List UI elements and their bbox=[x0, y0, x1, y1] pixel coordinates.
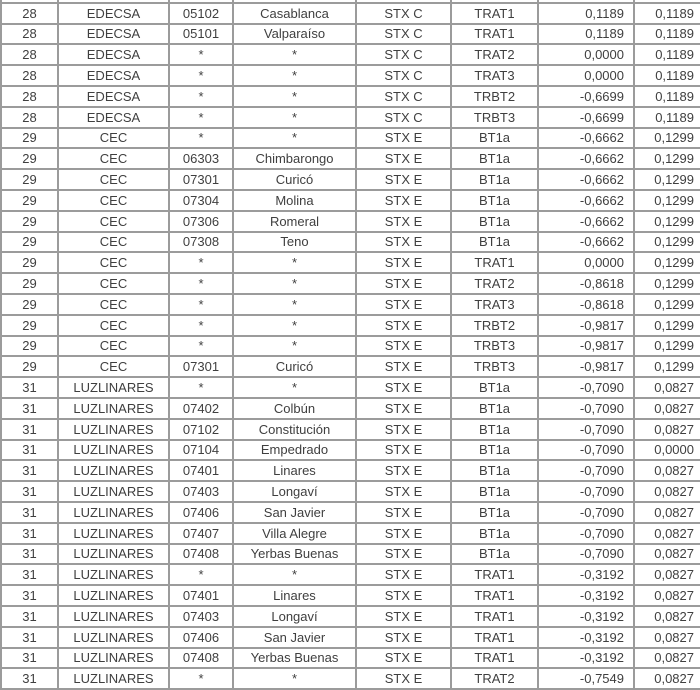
cell-charge_value: 0,0827 bbox=[635, 503, 700, 524]
cell-row_number: 31 bbox=[2, 524, 59, 545]
table-row bbox=[2, 233, 700, 254]
cell-commune_code: 07401 bbox=[170, 461, 234, 482]
cell-company: CEC bbox=[59, 149, 170, 170]
cell-commune: * bbox=[234, 337, 357, 358]
cell-factor_value: -0,6662 bbox=[539, 233, 635, 254]
cell-commune_code: * bbox=[170, 108, 234, 129]
cell-commune_code: 07102 bbox=[170, 420, 234, 441]
cell-charge_value: 0,1299 bbox=[635, 212, 700, 233]
cell-commune_code: * bbox=[170, 87, 234, 108]
cell-factor_value: -0,3192 bbox=[539, 565, 635, 586]
cell-commune_code: 07403 bbox=[170, 607, 234, 628]
cell-company: CEC bbox=[59, 274, 170, 295]
cell-factor_value: -0,3192 bbox=[539, 649, 635, 670]
cell-tariff_code: TRAT1 bbox=[452, 586, 539, 607]
cell-tariff_code: TRAT1 bbox=[452, 25, 539, 46]
cell-commune_code: * bbox=[170, 316, 234, 337]
cell-system: STX E bbox=[357, 420, 452, 441]
cell-factor_value: -0,9817 bbox=[539, 357, 635, 378]
cell-charge_value: 0,0827 bbox=[635, 565, 700, 586]
cell-tariff_code: BT1a bbox=[452, 441, 539, 462]
cell-company: LUZLINARES bbox=[59, 545, 170, 566]
cell-system: STX E bbox=[357, 649, 452, 670]
cell-factor_value: -0,7549 bbox=[539, 669, 635, 690]
cell-company: CEC bbox=[59, 191, 170, 212]
cell-tariff_code: TRBT2 bbox=[452, 316, 539, 337]
cell-row_number: 28 bbox=[2, 4, 59, 25]
cell-factor_value: -0,7090 bbox=[539, 461, 635, 482]
cell-company: LUZLINARES bbox=[59, 607, 170, 628]
cell-tariff_code: TRAT1 bbox=[452, 4, 539, 25]
cell-company: LUZLINARES bbox=[59, 420, 170, 441]
cell-charge_value: 0,0827 bbox=[635, 628, 700, 649]
cell-charge_value: 0,0827 bbox=[635, 545, 700, 566]
cell-commune: * bbox=[234, 108, 357, 129]
cell-charge_value: 0,0827 bbox=[635, 669, 700, 690]
table-row bbox=[2, 295, 700, 316]
cell-commune_code: * bbox=[170, 669, 234, 690]
cell-factor_value: -0,6662 bbox=[539, 170, 635, 191]
cell-tariff_code: TRAT1 bbox=[452, 649, 539, 670]
cell-commune_code: 07407 bbox=[170, 524, 234, 545]
cell-system: STX E bbox=[357, 524, 452, 545]
cell-commune: Villa Alegre bbox=[234, 524, 357, 545]
cell-system: STX C bbox=[357, 4, 452, 25]
cell-commune: Valparaíso bbox=[234, 25, 357, 46]
cell-commune_code: 07408 bbox=[170, 649, 234, 670]
cell-tariff_code: BT1a bbox=[452, 524, 539, 545]
cell-commune: * bbox=[234, 129, 357, 150]
table-row bbox=[2, 669, 700, 690]
cell-row_number: 29 bbox=[2, 295, 59, 316]
table-row bbox=[2, 565, 700, 586]
cell-company: LUZLINARES bbox=[59, 565, 170, 586]
cell-factor_value: -0,7090 bbox=[539, 420, 635, 441]
cell-row_number: 28 bbox=[2, 66, 59, 87]
cell-company: EDECSA bbox=[59, 25, 170, 46]
cell-factor_value: -0,6662 bbox=[539, 191, 635, 212]
cell-company: CEC bbox=[59, 233, 170, 254]
table-row bbox=[2, 87, 700, 108]
cell-factor_value: -0,6662 bbox=[539, 129, 635, 150]
cell-row_number: 29 bbox=[2, 129, 59, 150]
cell-factor_value: -0,6699 bbox=[539, 108, 635, 129]
table-body bbox=[2, 0, 700, 690]
cell-company: CEC bbox=[59, 129, 170, 150]
cell-company: LUZLINARES bbox=[59, 586, 170, 607]
cell-commune_code: * bbox=[170, 565, 234, 586]
cell-charge_value: 0,1189 bbox=[635, 66, 700, 87]
cell-charge_value: 0,1299 bbox=[635, 170, 700, 191]
cell-charge_value: 0,0827 bbox=[635, 586, 700, 607]
table-row bbox=[2, 503, 700, 524]
cell-system: STX E bbox=[357, 565, 452, 586]
cell-commune: * bbox=[234, 253, 357, 274]
cell-tariff_code: BT1a bbox=[452, 420, 539, 441]
cell-charge_value: 0,0827 bbox=[635, 399, 700, 420]
cell-tariff_code: BT1a bbox=[452, 399, 539, 420]
cell-row_number: 31 bbox=[2, 649, 59, 670]
cell-commune: Romeral bbox=[234, 212, 357, 233]
cell-commune_code: 07406 bbox=[170, 503, 234, 524]
cell-factor_value: -0,7090 bbox=[539, 545, 635, 566]
cell-commune_code: 07306 bbox=[170, 212, 234, 233]
cell-commune: Teno bbox=[234, 233, 357, 254]
cell-system: STX C bbox=[357, 45, 452, 66]
cell-commune: Yerbas Buenas bbox=[234, 545, 357, 566]
cell-row_number: 29 bbox=[2, 274, 59, 295]
cell-charge_value: 0,0827 bbox=[635, 524, 700, 545]
cell-tariff_code: BT1a bbox=[452, 212, 539, 233]
cell-row_number: 31 bbox=[2, 607, 59, 628]
cell-tariff_code: TRBT3 bbox=[452, 108, 539, 129]
cell-system: STX C bbox=[357, 87, 452, 108]
cell-system: STX E bbox=[357, 316, 452, 337]
cell-company: LUZLINARES bbox=[59, 628, 170, 649]
cell-system: STX E bbox=[357, 212, 452, 233]
cell-system: STX E bbox=[357, 399, 452, 420]
cell-tariff_code: BT1a bbox=[452, 170, 539, 191]
cell-commune_code: * bbox=[170, 129, 234, 150]
cell-commune_code: * bbox=[170, 253, 234, 274]
cell-factor_value: 0,1189 bbox=[539, 4, 635, 25]
cell-system: STX E bbox=[357, 628, 452, 649]
cell-factor_value: -0,3192 bbox=[539, 628, 635, 649]
cell-commune: * bbox=[234, 669, 357, 690]
cell-company: LUZLINARES bbox=[59, 461, 170, 482]
cell-charge_value: 0,0827 bbox=[635, 420, 700, 441]
table-row bbox=[2, 524, 700, 545]
cell-company: LUZLINARES bbox=[59, 669, 170, 690]
cell-tariff_code: BT1a bbox=[452, 149, 539, 170]
cell-charge_value: 0,1299 bbox=[635, 357, 700, 378]
cell-commune_code: 07308 bbox=[170, 233, 234, 254]
cell-row_number: 31 bbox=[2, 378, 59, 399]
table-row bbox=[2, 66, 700, 87]
cell-charge_value: 0,1189 bbox=[635, 108, 700, 129]
table-row bbox=[2, 170, 700, 191]
cell-commune: Linares bbox=[234, 461, 357, 482]
cell-commune: Colbún bbox=[234, 399, 357, 420]
cell-row_number: 31 bbox=[2, 441, 59, 462]
table-row bbox=[2, 25, 700, 46]
cell-commune: San Javier bbox=[234, 503, 357, 524]
cell-system: STX C bbox=[357, 108, 452, 129]
cell-system: STX E bbox=[357, 149, 452, 170]
cell-company: LUZLINARES bbox=[59, 524, 170, 545]
cell-system: STX E bbox=[357, 274, 452, 295]
cell-company: CEC bbox=[59, 212, 170, 233]
cell-commune: Casablanca bbox=[234, 4, 357, 25]
cell-factor_value: -0,6662 bbox=[539, 212, 635, 233]
cell-system: STX E bbox=[357, 607, 452, 628]
cell-factor_value: -0,7090 bbox=[539, 441, 635, 462]
cell-commune_code: 06303 bbox=[170, 149, 234, 170]
cell-row_number: 29 bbox=[2, 233, 59, 254]
cell-row_number: 31 bbox=[2, 565, 59, 586]
cell-factor_value: 0,0000 bbox=[539, 253, 635, 274]
cell-commune_code: 07304 bbox=[170, 191, 234, 212]
cell-charge_value: 0,1299 bbox=[635, 274, 700, 295]
table-row bbox=[2, 649, 700, 670]
cell-factor_value: -0,6699 bbox=[539, 87, 635, 108]
cell-company: LUZLINARES bbox=[59, 378, 170, 399]
cell-factor_value: -0,3192 bbox=[539, 607, 635, 628]
cell-row_number: 31 bbox=[2, 669, 59, 690]
cell-commune_code: * bbox=[170, 66, 234, 87]
cell-commune: * bbox=[234, 45, 357, 66]
cell-company: CEC bbox=[59, 295, 170, 316]
cell-charge_value: 0,1299 bbox=[635, 233, 700, 254]
cell-company: LUZLINARES bbox=[59, 503, 170, 524]
table-row bbox=[2, 191, 700, 212]
cell-system: STX E bbox=[357, 357, 452, 378]
cell-commune: Molina bbox=[234, 191, 357, 212]
cell-system: STX C bbox=[357, 25, 452, 46]
cell-charge_value: 0,0827 bbox=[635, 607, 700, 628]
cell-row_number: 28 bbox=[2, 45, 59, 66]
cell-charge_value: 0,0827 bbox=[635, 482, 700, 503]
cell-charge_value: 0,1189 bbox=[635, 45, 700, 66]
cell-factor_value: -0,7090 bbox=[539, 378, 635, 399]
cell-system: STX E bbox=[357, 337, 452, 358]
cell-row_number: 29 bbox=[2, 357, 59, 378]
cell-system: STX E bbox=[357, 253, 452, 274]
cell-company: CEC bbox=[59, 337, 170, 358]
cell-charge_value: 0,0000 bbox=[635, 441, 700, 462]
cell-charge_value: 0,1189 bbox=[635, 25, 700, 46]
cell-system: STX E bbox=[357, 129, 452, 150]
cell-tariff_code: TRAT1 bbox=[452, 565, 539, 586]
cell-tariff_code: TRBT3 bbox=[452, 357, 539, 378]
cell-charge_value: 0,0827 bbox=[635, 649, 700, 670]
cell-row_number: 31 bbox=[2, 628, 59, 649]
cell-tariff_code: BT1a bbox=[452, 482, 539, 503]
cell-commune: Yerbas Buenas bbox=[234, 649, 357, 670]
cell-factor_value: -0,8618 bbox=[539, 295, 635, 316]
cell-factor_value: -0,7090 bbox=[539, 482, 635, 503]
table-row bbox=[2, 461, 700, 482]
cell-row_number: 28 bbox=[2, 87, 59, 108]
cell-commune_code: 07402 bbox=[170, 399, 234, 420]
cell-system: STX E bbox=[357, 233, 452, 254]
cell-commune: Chimbarongo bbox=[234, 149, 357, 170]
cell-system: STX E bbox=[357, 545, 452, 566]
cell-row_number: 31 bbox=[2, 503, 59, 524]
cell-company: CEC bbox=[59, 170, 170, 191]
table-row bbox=[2, 482, 700, 503]
cell-company: EDECSA bbox=[59, 87, 170, 108]
table-row bbox=[2, 4, 700, 25]
cell-system: STX E bbox=[357, 441, 452, 462]
cell-tariff_code: TRAT1 bbox=[452, 607, 539, 628]
cell-commune_code: 07301 bbox=[170, 170, 234, 191]
cell-factor_value: 0,1189 bbox=[539, 25, 635, 46]
cell-tariff_code: TRAT2 bbox=[452, 669, 539, 690]
cell-row_number: 31 bbox=[2, 586, 59, 607]
cell-tariff_code: BT1a bbox=[452, 378, 539, 399]
cell-company: EDECSA bbox=[59, 45, 170, 66]
table-row bbox=[2, 545, 700, 566]
cell-charge_value: 0,0827 bbox=[635, 461, 700, 482]
table-row bbox=[2, 45, 700, 66]
cell-system: STX E bbox=[357, 191, 452, 212]
cell-tariff_code: BT1a bbox=[452, 233, 539, 254]
cell-commune_code: * bbox=[170, 378, 234, 399]
cell-commune: * bbox=[234, 274, 357, 295]
cell-commune: Empedrado bbox=[234, 441, 357, 462]
cell-company: LUZLINARES bbox=[59, 399, 170, 420]
cell-row_number: 29 bbox=[2, 316, 59, 337]
cell-row_number: 31 bbox=[2, 399, 59, 420]
cell-commune: Constitución bbox=[234, 420, 357, 441]
cell-commune: * bbox=[234, 316, 357, 337]
table-row bbox=[2, 586, 700, 607]
table-row bbox=[2, 108, 700, 129]
cell-company: CEC bbox=[59, 316, 170, 337]
table-row bbox=[2, 399, 700, 420]
cell-company: LUZLINARES bbox=[59, 441, 170, 462]
cell-charge_value: 0,1299 bbox=[635, 149, 700, 170]
cell-tariff_code: TRBT2 bbox=[452, 87, 539, 108]
cell-system: STX E bbox=[357, 586, 452, 607]
table-row bbox=[2, 149, 700, 170]
cell-commune: * bbox=[234, 295, 357, 316]
cell-row_number: 31 bbox=[2, 545, 59, 566]
cell-system: STX E bbox=[357, 170, 452, 191]
cell-commune: * bbox=[234, 378, 357, 399]
cell-charge_value: 0,1189 bbox=[635, 87, 700, 108]
cell-factor_value: -0,9817 bbox=[539, 316, 635, 337]
table-row bbox=[2, 628, 700, 649]
cell-company: EDECSA bbox=[59, 66, 170, 87]
cell-factor_value: 0,0000 bbox=[539, 45, 635, 66]
cell-tariff_code: TRAT1 bbox=[452, 253, 539, 274]
cell-commune: San Javier bbox=[234, 628, 357, 649]
table-row bbox=[2, 129, 700, 150]
cell-system: STX E bbox=[357, 295, 452, 316]
cell-factor_value: -0,7090 bbox=[539, 524, 635, 545]
cell-commune_code: 07408 bbox=[170, 545, 234, 566]
table-row bbox=[2, 357, 700, 378]
cell-company: LUZLINARES bbox=[59, 482, 170, 503]
cell-commune: Longaví bbox=[234, 607, 357, 628]
cell-company: CEC bbox=[59, 357, 170, 378]
cell-factor_value: -0,7090 bbox=[539, 503, 635, 524]
cell-tariff_code: TRAT1 bbox=[452, 628, 539, 649]
cell-commune_code: * bbox=[170, 295, 234, 316]
cell-charge_value: 0,1299 bbox=[635, 316, 700, 337]
cell-commune_code: 07401 bbox=[170, 586, 234, 607]
table-row bbox=[2, 212, 700, 233]
cell-tariff_code: TRAT2 bbox=[452, 45, 539, 66]
cell-row_number: 29 bbox=[2, 149, 59, 170]
cell-charge_value: 0,1299 bbox=[635, 191, 700, 212]
cell-commune_code: 05102 bbox=[170, 4, 234, 25]
cell-row_number: 29 bbox=[2, 253, 59, 274]
cell-row_number: 29 bbox=[2, 191, 59, 212]
table-row bbox=[2, 420, 700, 441]
table-row bbox=[2, 441, 700, 462]
cell-charge_value: 0,1299 bbox=[635, 129, 700, 150]
cell-row_number: 31 bbox=[2, 420, 59, 441]
cell-system: STX E bbox=[357, 378, 452, 399]
cell-row_number: 28 bbox=[2, 108, 59, 129]
cell-tariff_code: BT1a bbox=[452, 545, 539, 566]
cell-commune_code: 07406 bbox=[170, 628, 234, 649]
table-row bbox=[2, 274, 700, 295]
cell-commune: Curicó bbox=[234, 170, 357, 191]
cell-company: EDECSA bbox=[59, 108, 170, 129]
cell-commune: Longaví bbox=[234, 482, 357, 503]
cell-commune_code: 07403 bbox=[170, 482, 234, 503]
cell-tariff_code: TRAT3 bbox=[452, 295, 539, 316]
cell-row_number: 28 bbox=[2, 25, 59, 46]
table-row bbox=[2, 253, 700, 274]
cell-tariff_code: BT1a bbox=[452, 461, 539, 482]
cell-row_number: 29 bbox=[2, 337, 59, 358]
table-row bbox=[2, 316, 700, 337]
cell-charge_value: 0,1299 bbox=[635, 253, 700, 274]
cell-company: EDECSA bbox=[59, 4, 170, 25]
cell-commune: * bbox=[234, 87, 357, 108]
cell-charge_value: 0,1189 bbox=[635, 4, 700, 25]
cell-row_number: 31 bbox=[2, 461, 59, 482]
cell-factor_value: 0,0000 bbox=[539, 66, 635, 87]
cell-system: STX E bbox=[357, 461, 452, 482]
cell-charge_value: 0,1299 bbox=[635, 337, 700, 358]
table-row bbox=[2, 607, 700, 628]
cell-factor_value: -0,6662 bbox=[539, 149, 635, 170]
cell-commune_code: * bbox=[170, 337, 234, 358]
cell-commune: Linares bbox=[234, 586, 357, 607]
cell-commune: * bbox=[234, 565, 357, 586]
cell-system: STX E bbox=[357, 503, 452, 524]
cell-factor_value: -0,8618 bbox=[539, 274, 635, 295]
cell-factor_value: -0,3192 bbox=[539, 586, 635, 607]
cell-tariff_code: BT1a bbox=[452, 191, 539, 212]
cell-row_number: 29 bbox=[2, 212, 59, 233]
cell-system: STX E bbox=[357, 482, 452, 503]
cell-company: LUZLINARES bbox=[59, 649, 170, 670]
cell-row_number: 31 bbox=[2, 482, 59, 503]
cell-system: STX E bbox=[357, 669, 452, 690]
cell-tariff_code: BT1a bbox=[452, 129, 539, 150]
cell-tariff_code: TRBT3 bbox=[452, 337, 539, 358]
cell-commune_code: 05101 bbox=[170, 25, 234, 46]
cell-company: CEC bbox=[59, 253, 170, 274]
cell-system: STX C bbox=[357, 66, 452, 87]
table-row bbox=[2, 337, 700, 358]
cell-tariff_code: TRAT3 bbox=[452, 66, 539, 87]
cell-commune: * bbox=[234, 66, 357, 87]
cell-tariff_code: BT1a bbox=[452, 503, 539, 524]
cell-commune: Curicó bbox=[234, 357, 357, 378]
cell-commune_code: * bbox=[170, 45, 234, 66]
cell-commune_code: * bbox=[170, 274, 234, 295]
cell-factor_value: -0,9817 bbox=[539, 337, 635, 358]
cell-row_number: 29 bbox=[2, 170, 59, 191]
cell-factor_value: -0,7090 bbox=[539, 399, 635, 420]
table-row bbox=[2, 378, 700, 399]
cell-commune_code: 07301 bbox=[170, 357, 234, 378]
cell-charge_value: 0,1299 bbox=[635, 295, 700, 316]
cell-commune_code: 07104 bbox=[170, 441, 234, 462]
cell-tariff_code: TRAT2 bbox=[452, 274, 539, 295]
cell-charge_value: 0,0827 bbox=[635, 378, 700, 399]
